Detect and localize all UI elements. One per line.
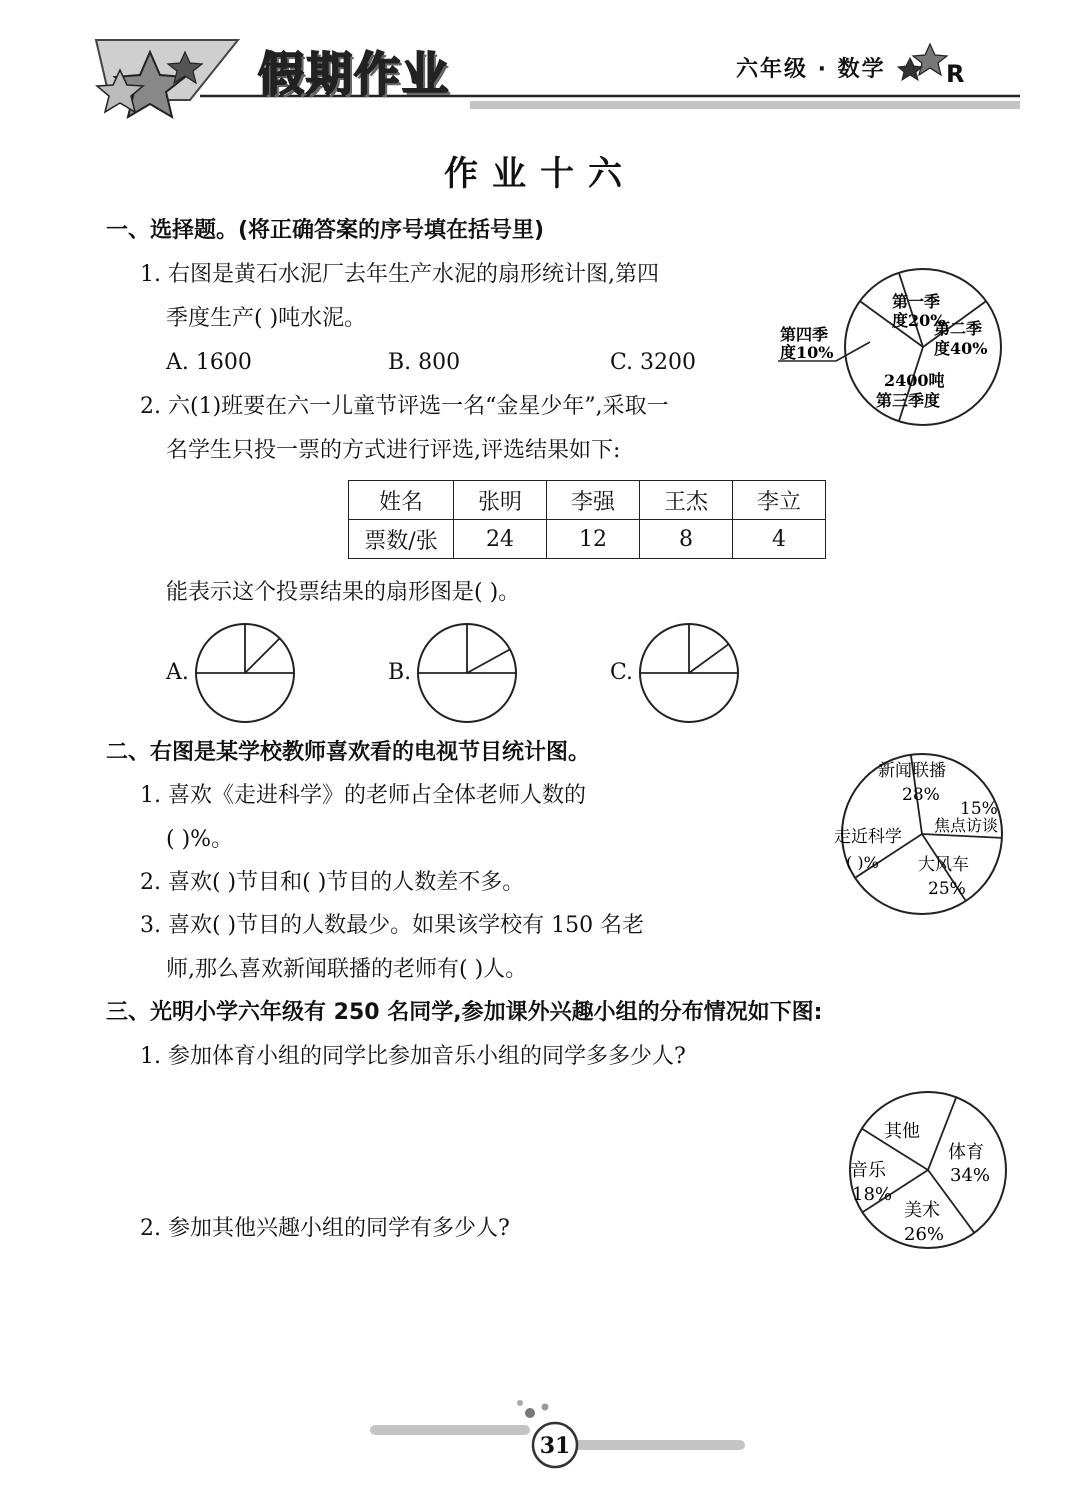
- dot-icon: [542, 1404, 549, 1411]
- slice-label: 其他: [884, 1121, 920, 1142]
- slice-label: 25%: [928, 879, 966, 899]
- star-icon: [898, 58, 922, 80]
- table-cell: 张明: [454, 481, 547, 520]
- q2-question: 能表示这个投票结果的扇形图是( )。: [166, 580, 521, 605]
- header-title: 假期作业: [258, 47, 450, 101]
- q1-option-c: C. 3200: [610, 350, 697, 375]
- q2-option-label-c: C.: [610, 660, 634, 685]
- table-cell: 王杰: [640, 481, 733, 520]
- pie-option-a: [192, 620, 298, 726]
- pie-chart-cement: [770, 262, 1010, 434]
- s2-q2: 2. 喜欢( )节目和( )节目的人数差不多。: [140, 870, 525, 895]
- slice-label: 第一季: [892, 292, 941, 311]
- slice-label: 第二季: [934, 319, 983, 338]
- slice-label: 美术: [904, 1200, 940, 1221]
- s3-q1: 1. 参加体育小组的同学比参加音乐小组的同学多多少人?: [140, 1044, 686, 1069]
- page-number: 31: [539, 1433, 571, 1459]
- q1-line2: 季度生产( )吨水泥。: [166, 306, 367, 331]
- vote-table: [348, 480, 826, 559]
- slice-label: 15%: [960, 799, 998, 819]
- section3-heading: 三、光明小学六年级有 250 名同学,参加课外兴趣小组的分布情况如下图:: [106, 1000, 823, 1025]
- slice-label: 26%: [904, 1224, 945, 1245]
- pie-chart-tv: [828, 750, 1014, 920]
- q1-line1: 1. 右图是黄石水泥厂去年生产水泥的扇形统计图,第四: [140, 262, 659, 287]
- slice-label: 2400吨: [884, 371, 945, 390]
- dot-icon: [517, 1400, 523, 1406]
- table-cell: 24: [454, 520, 547, 559]
- slice-label: 34%: [950, 1165, 991, 1186]
- q2-option-label-a: A.: [166, 660, 189, 685]
- footer-bar-left: [370, 1425, 530, 1435]
- slice-label: 音乐: [850, 1160, 886, 1181]
- slice-label: 体育: [948, 1142, 984, 1163]
- table-cell: 票数/张: [349, 520, 454, 559]
- table-cell: 4: [733, 520, 826, 559]
- table-row: [349, 481, 826, 520]
- slice-label: 走近科学: [834, 827, 902, 847]
- slice-label: 第三季度: [876, 391, 941, 410]
- q4-callout-leader: [836, 342, 870, 361]
- pie-option-b: [414, 620, 520, 726]
- slice-label: ( )%: [846, 853, 879, 872]
- s2-q1-line2: ( )%。: [166, 827, 234, 852]
- table-cell: 12: [547, 520, 640, 559]
- pie-slice-boundary: [689, 644, 729, 673]
- slice-label: 度10%: [780, 343, 834, 362]
- q2-option-label-b: B.: [388, 660, 412, 685]
- pie-chart-groups: [842, 1088, 1014, 1252]
- dot-icon: [525, 1408, 535, 1418]
- q2-line2: 名学生只投一票的方式进行评选,评选结果如下:: [166, 438, 621, 463]
- homework-title: 作业十六: [444, 154, 636, 194]
- slice-label: 大风车: [918, 855, 969, 875]
- header-rule-gray: [470, 101, 1020, 109]
- slice-label: 第四季: [780, 325, 829, 344]
- footer-bar-right: [570, 1440, 745, 1450]
- table-cell: 姓名: [349, 481, 454, 520]
- q1-option-b: B. 800: [388, 350, 461, 375]
- s2-q3-line1: 3. 喜欢( )节目的人数最少。如果该学校有 150 名老: [140, 913, 645, 938]
- pie-slice-boundary: [245, 638, 280, 673]
- s2-q3-line2: 师,那么喜欢新闻联播的老师有( )人。: [166, 957, 528, 982]
- section1-heading: 一、选择题。(将正确答案的序号填在括号里): [106, 218, 545, 243]
- grade-subject: 六年级 · 数学: [736, 57, 886, 82]
- pie-slice-boundary: [467, 649, 510, 673]
- table-cell: 8: [640, 520, 733, 559]
- pie-option-c: [636, 620, 742, 726]
- slice-label: 焦点访谈: [934, 816, 999, 835]
- header-decoration: [0, 0, 1080, 135]
- table-row: [349, 520, 826, 559]
- slice-label: 18%: [852, 1184, 893, 1205]
- slice-label: 新闻联播: [878, 761, 946, 781]
- section2-heading: 二、右图是某学校教师喜欢看的电视节目统计图。: [106, 740, 591, 765]
- s2-q1-line1: 1. 喜欢《走进科学》的老师占全体老师人数的: [140, 783, 586, 808]
- table-cell: 李强: [547, 481, 640, 520]
- q2-line1: 2. 六(1)班要在六一儿童节评选一名“金星少年”,采取一: [140, 394, 669, 419]
- s3-q2: 2. 参加其他兴趣小组的同学有多少人?: [140, 1216, 510, 1241]
- slice-label: 度20%: [892, 311, 946, 330]
- q1-option-a: A. 1600: [166, 350, 252, 375]
- table-cell: 李立: [733, 481, 826, 520]
- slice-label: 度40%: [934, 339, 988, 358]
- edition-badge: R: [946, 60, 965, 88]
- slice-label: 28%: [902, 785, 940, 805]
